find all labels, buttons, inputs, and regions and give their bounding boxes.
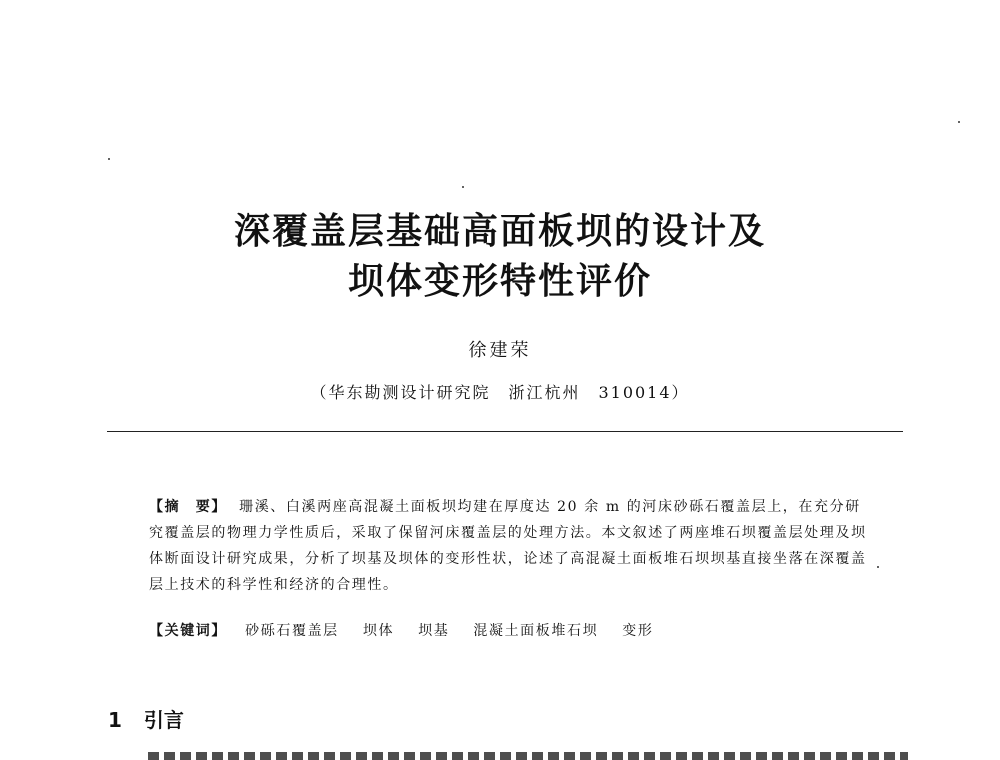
paper-title-line-1: 深覆盖层基础高面板坝的设计及 <box>233 211 766 252</box>
section-number: 1 <box>108 708 122 732</box>
section-heading <box>108 704 184 733</box>
keywords-label: 【关键词】 <box>149 623 227 639</box>
keywords <box>149 620 869 640</box>
scan-speck <box>877 566 879 568</box>
scan-speck <box>108 158 110 160</box>
header-divider <box>107 431 903 432</box>
paper-title-line-2: 坝体变形特性评价 <box>347 261 652 302</box>
keywords-spacer <box>227 623 239 639</box>
keyword-item: 混凝土面板堆石坝 <box>473 623 599 639</box>
keyword-item: 砂砾石覆盖层 <box>245 623 339 639</box>
abstract-spacer <box>227 499 239 515</box>
author-name: 徐建荣 <box>468 340 532 361</box>
section-title: 引言 <box>143 708 184 732</box>
abstract <box>149 494 869 598</box>
scan-speck <box>958 121 960 123</box>
scan-speck <box>462 186 464 188</box>
abstract-label: 【摘 要】 <box>149 499 227 515</box>
keyword-item: 坝体 <box>362 623 395 639</box>
abstract-text: 珊溪、白溪两座高混凝土面板坝均建在厚度达 20 余 m 的河床砂砾石覆盖层上，在充分研究覆盖层的物理力学性质后，采取了保留河床覆盖层的处理方法。本文叙述了两座堆石坝覆盖层处理及坝体断面设计研究成果，分析了坝基及坝体的变形性状，论述了高混凝土面板堆石坝坝基直接坐落在深覆盖层上技术的科学性和经济的合理性。 <box>149 499 867 593</box>
author-affiliation: （华东勘测设计研究院 浙江杭州 310014） <box>310 383 690 402</box>
cropped-text-line <box>148 750 908 760</box>
keyword-item: 坝基 <box>418 623 450 639</box>
keyword-item: 变形 <box>622 623 654 639</box>
